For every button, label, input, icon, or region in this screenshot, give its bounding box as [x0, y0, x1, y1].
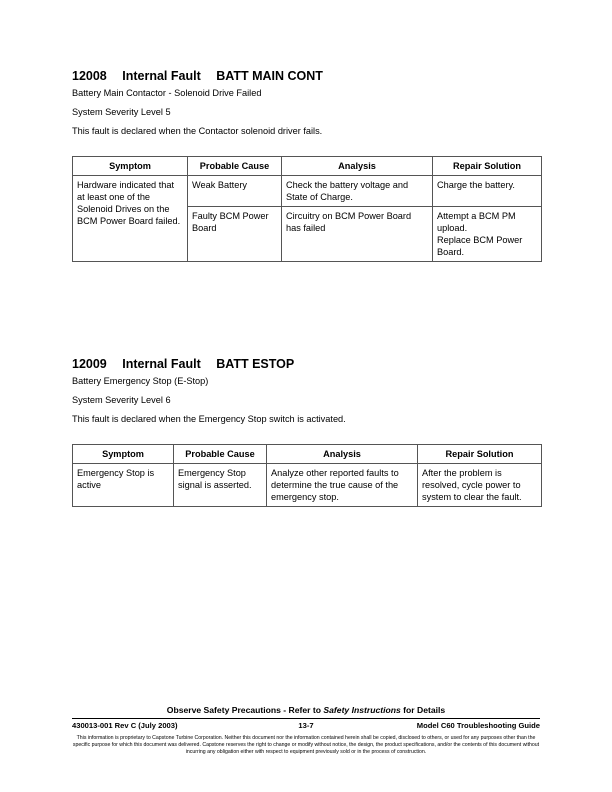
fault-code: 12008 [72, 69, 107, 83]
fault-description: Battery Main Contactor - Solenoid Drive Failed [72, 88, 262, 98]
fault-code: 12009 [72, 357, 107, 371]
fault-severity: System Severity Level 5 [72, 107, 171, 117]
fault-name: BATT ESTOP [216, 357, 295, 371]
fault-table [72, 156, 542, 262]
guide-title: Model C60 Troubleshooting Guide [416, 721, 540, 730]
fault-declaration: This fault is declared when the Contactor solenoid driver fails. [72, 126, 323, 136]
fault-type: Internal Fault [122, 69, 201, 83]
safety-note-emphasis: Safety Instructions [323, 705, 401, 715]
solution-cell [433, 207, 542, 262]
table-header-row [73, 445, 542, 464]
cause-cell: Faulty BCM Power Board [188, 207, 282, 262]
fault-heading [72, 356, 540, 372]
cause-cell: Emergency Stop signal is asserted. [174, 464, 267, 507]
header-symptom: Symptom [73, 445, 174, 464]
fault-name: BATT MAIN CONT [216, 69, 323, 83]
solution-line: Replace BCM Power Board. [437, 235, 523, 257]
table-row [73, 176, 542, 207]
symptom-cell: Hardware indicated that at least one of the Solenoid Drives on the BCM Power Board failed. [73, 176, 188, 262]
fault-type: Internal Fault [122, 357, 201, 371]
solution-cell: Charge the battery. [433, 176, 542, 207]
solution-cell: After the problem is resolved, cycle power to system to clear the fault. [418, 464, 542, 507]
fault-heading [72, 68, 540, 84]
safety-note-prefix: Observe Safety Precautions - Refer to [166, 705, 324, 715]
fault-severity: System Severity Level 6 [72, 395, 171, 405]
table-header-row [73, 157, 542, 176]
symptom-cell: Emergency Stop is active [73, 464, 174, 507]
fault-description: Battery Emergency Stop (E-Stop) [72, 376, 209, 386]
header-analysis: Analysis [267, 445, 418, 464]
safety-note [72, 705, 540, 716]
cause-cell: Weak Battery [188, 176, 282, 207]
fault-table [72, 444, 542, 507]
solution-line: Attempt a BCM PM upload. [437, 211, 516, 233]
header-probable-cause: Probable Cause [188, 157, 282, 176]
header-probable-cause: Probable Cause [174, 445, 267, 464]
safety-note-suffix: for Details [400, 705, 446, 715]
header-repair-solution: Repair Solution [433, 157, 542, 176]
header-repair-solution: Repair Solution [418, 445, 542, 464]
analysis-cell: Analyze other reported faults to determine the true cause of the emergency stop. [267, 464, 418, 507]
header-analysis: Analysis [282, 157, 433, 176]
fault-declaration: This fault is declared when the Emergency Stop switch is activated. [72, 414, 346, 424]
fault-section-12009 [72, 356, 540, 507]
fault-section-12008 [72, 68, 540, 262]
footer-divider [72, 718, 540, 719]
doc-number: 430013-001 Rev C (July 2003) [72, 721, 178, 730]
analysis-cell: Circuitry on BCM Power Board has failed [282, 207, 433, 262]
disclaimer: This information is proprietary to Capstone Turbine Corporation. Neither this document nor the information contained herein shall be copied, disclosed to others, or used for any purposes other than the specific purpose for which this document was delivered. Capstone reserves the right to change or modify without notice, the design, the product specifications, and/or the contents of this document without incurring any obligation either with respect to equipment previously sold or in the process of construction. [72, 735, 540, 755]
header-symptom: Symptom [73, 157, 188, 176]
analysis-cell: Check the battery voltage and State of Charge. [282, 176, 433, 207]
page-number: 13-7 [298, 721, 314, 730]
table-row [73, 464, 542, 507]
